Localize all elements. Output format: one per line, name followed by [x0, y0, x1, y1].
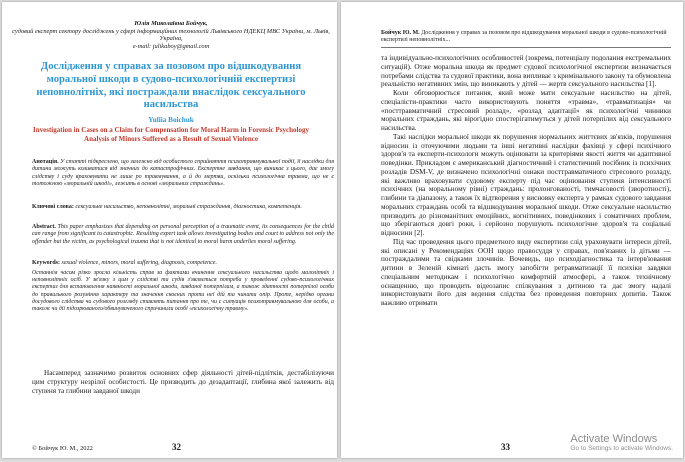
abstract-uk — [32, 159, 334, 188]
abstract-uk-text: У статті підкреслено, що залежно від особистого сприйняття психотравмувальної події, її наслідки для дитини можуть коливатися від значних до катастрофічних. Експертне завдання, що виникає з цього, дає змогу слідству і суду враховувати не лише ро травмування, а й до мертви, оскільки психологічна травма, що не є тотожною «моральній шкоді», лежить в основі «моральних страждань». — [32, 159, 334, 188]
running-head-title: Дослідження у справах за позовом про відшкодування моральної шкоди в судово-психологічній експертизі неповнолітніх... — [381, 30, 667, 44]
keywords-uk — [32, 204, 334, 211]
running-head-author: Бойчук Ю. М. — [381, 30, 420, 36]
abstract-en — [32, 224, 334, 246]
summary-text: Останнім часом різко зросла кількість справ за фактами вчинення сексуального насильства щодо малолітніх і неповнолітніх осіб. У зв'язку з цим у слідстві та судів з'являється потреба у проведенні судово-психологічних експертиз для встановлення наявності моральної шкоди, завданої потерпілим, а також здатності потерпілої особи до правильного розуміння характеру та значення скоєних проти неї дій та чинити опір. Проте, нерідко органи досудового слідства чи судового розгляду ставлять питання про те, чи є ситуація психотравмувальною для особи, а також чи дії підозрюваного/обвинуваченого спричинили особі «психологічну травму». — [32, 270, 334, 313]
page-number-left: 32 — [172, 442, 181, 452]
watermark-subtitle: Go to Settings to activate Windows. — [570, 445, 673, 452]
windows-activation-watermark — [570, 433, 673, 452]
keywords-en — [32, 260, 334, 267]
author-name-en: Yuliia Boichuk — [148, 116, 194, 124]
keywords-en-text: sexual violence, minors, moral suffering, diagnosis, competence. — [61, 260, 217, 266]
right-page — [341, 2, 683, 458]
page-number-right: 33 — [501, 442, 510, 452]
author-block — [12, 20, 330, 50]
body-paragraph-left: Насамперед зазначимо розвиток основних сфер діяльності дітей-підлітків, дестабілізуючи цим структуру незрілої особистості. Це призводить до дезадаптації, глибина якої залежить від ступеня та глибини завданої шкоди — [32, 369, 334, 395]
keywords-uk-text: сексуальне насильство, неповнолітні, моральні страждання, діагностика, компетенція. — [75, 204, 302, 210]
body-paragraph: Коли обговорюється питання, який може мати сексуальне насильство на дітей, спеціалісти-практики часто використовують поняття «травма», «травматизація» чи «посттравматичний стресовий розлад», «розлад адаптації» як психологічні чинники моральних страждань, які вірогідно спостерігатимуться у дітей потерпілих від сексуального насильства. — [381, 89, 671, 132]
left-page — [2, 2, 337, 458]
body-paragraph: та індивідуально-психологічних особливостей (зокрема, потенціалу подолання екстремальних ситуацій). Отже моральна шкода як предмет судової психологічної експертизи визначається потребами слідства та судової практики, вона випливає з кримінального закону та обумовлена реальністю негативних змін, що виникають у дітей — жертв сексуального насильства [1]. — [381, 54, 671, 89]
body-paragraph: Під час проведення цього предметного виду експертизи слід ураховувати інтереси дітей, які описані у Рекомендаціях ООН щодо правосуддя у справах, пов'язаних із дітьми — постраждалими та свідками злочинів. Вочевидь, що психодіагностика та інтерв'ювання дитини в Зеленій кімнаті дасть змогу запобігти ретравматизації її психіки завдяки спеціальним методикам і психологічно комфортній атмосфері, а також технічному оснащенню, що проводить відеозапис спілкування з дитиною та дає змогу надалі використовувати його для ведення слідства без проведення повторних допитів. Також важливо отримати — [381, 237, 671, 307]
watermark-title: Activate Windows — [570, 433, 658, 445]
author-name: Юлія Миколаївна Бойчук, — [134, 20, 208, 27]
running-head — [381, 30, 671, 48]
article-title-en: Investigation in Cases on a Claim for Compensation for Moral Harm in Forensic Psychology Analysis of Minors Suffered as a Result of Sexual Violence — [33, 126, 309, 144]
footer-copyright: © Бойчук Ю. М., 2022 — [32, 445, 93, 452]
abstract-en-text: This paper emphasizes that depending on personal perception of a traumatic event, its consequences for the child can range from significant to catastrophic. Resulting expert task allows investigating bodies and court to address not only the offender but the victim, as psychological trauma that is not identical to moral harm underlies moral suffering. — [32, 224, 335, 245]
left-footer — [32, 442, 322, 452]
body-paragraph: Такі наслідки моральної шкоди як порушення нормальних життєвих зв'язків, порушення відносин із оточуючими людьми та інші негативні наслідки фахівці у сфері психічного здоров'я та експерти-психологи можуть оцінювати за критеріями якості життя чи адаптивної поведінки. Прикладом є американський діагностичний і статистичний посібник із психічних розладів DSM-V, де визначено психологічні ознаки посттравматичного стресового розладу, які важливо враховувати судовому експерту під час оцінювання ступеня інтенсивності психічних (на моральному рівні) страждань: пролонгованості, тимчасовості (зворотності), глибини та діапазону, а також їх відтворення у висновку експерта у рамках судового завдання моральних страждань особі та відшкодування моральної шкоди. Отже сексуальне насильство призводить до різноманітних емоційних, когнітивних, поведінкових і соматичних проблем, що зберігаються довгі роки, і серйозно порушують психологічне здоров'я та соціальні відносини [2]. — [381, 132, 671, 237]
abstract-en-label: Abstract. — [32, 224, 56, 230]
author-email: e-mail: julikaboy@gmail.com — [132, 42, 210, 50]
keywords-en-label: Keywords: — [32, 260, 60, 266]
keywords-uk-label: Ключові слова: — [32, 204, 74, 210]
right-body — [381, 54, 671, 308]
author-role: судовий експерт сектору досліджень у сфері інформаційних технологій Львівського НДЕКЦ МВС України, м. Львів, Україна, — [12, 27, 330, 43]
article-title-uk: Дослідження у справах за позовом про відшкодування моральної шкоди в судово-психологічній експертизі неповнолітніх, які постраждали внаслідок сексуального насильства — [36, 61, 306, 111]
abstract-uk-label: Анотація. — [32, 159, 59, 165]
